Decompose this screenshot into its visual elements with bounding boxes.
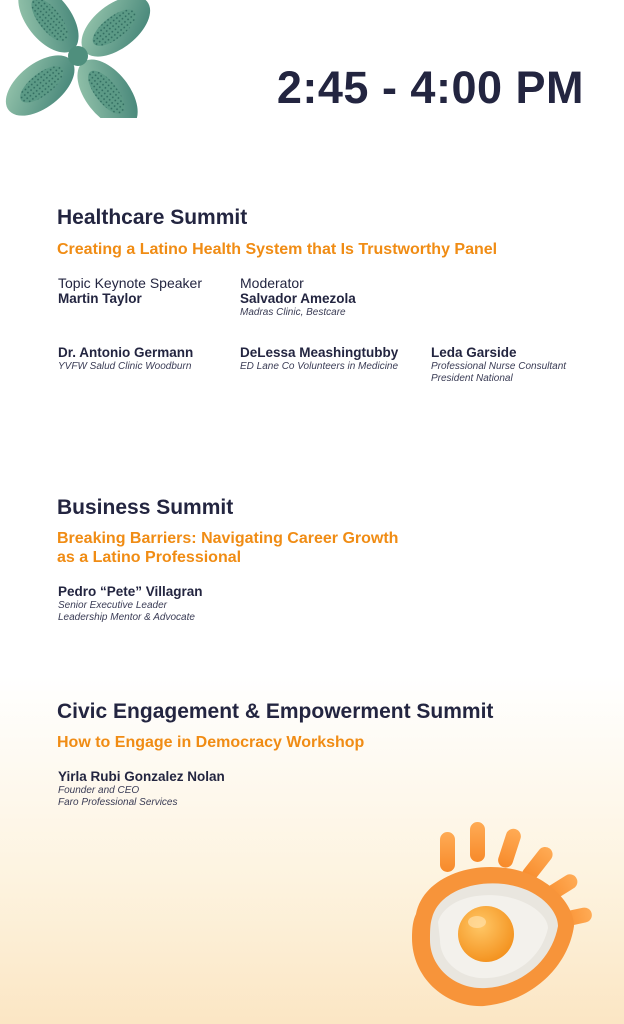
keynote-role-label: Topic Keynote Speaker (58, 275, 202, 291)
panelist-name: DeLessa Meashingtubby (240, 345, 399, 360)
panelist-block (58, 345, 193, 373)
civic-speaker-name: Yirla Rubi Gonzalez Nolan (58, 769, 225, 784)
session-title-line: Breaking Barriers: Navigating Career Growth (57, 530, 399, 547)
moderator-name: Salvador Amezola (240, 291, 356, 306)
time-range-title: 2:45 - 4:00 PM (276, 62, 584, 113)
keynote-speaker-name: Martin Taylor (58, 291, 142, 306)
panelist-block (240, 345, 398, 373)
panelist-name: Leda Garside (431, 345, 517, 360)
sunburst-eye-icon (398, 818, 608, 1014)
panelist-block (431, 345, 566, 384)
business-session-title (57, 529, 398, 567)
business-speaker-affiliation: Leadership Mentor & Advocate (58, 611, 195, 623)
healthcare-summit-title: Healthcare Summit (57, 206, 248, 229)
panelist-affiliation: YVFW Salud Clinic Woodburn (58, 361, 192, 372)
business-speaker-affiliation: Senior Executive Leader (58, 600, 167, 611)
moderator-block (240, 276, 356, 319)
civic-session-title: How to Engage in Democracy Workshop (57, 734, 365, 751)
civic-speaker-affiliation: Faro Professional Services (58, 796, 178, 808)
business-speaker-block (58, 584, 203, 623)
healthcare-session-title: Creating a Latino Health System that Is Trustworthy Panel (57, 241, 498, 258)
session-title-line: as a Latino Professional (57, 549, 242, 566)
panelist-name: Dr. Antonio Germann (58, 345, 194, 360)
business-summit-title: Business Summit (57, 496, 234, 519)
panelist-affiliation: President National (431, 372, 513, 384)
quatrefoil-flower-icon (0, 0, 170, 118)
moderator-role-label: Moderator (240, 275, 304, 291)
moderator-affiliation: Madras Clinic, Bestcare (240, 307, 346, 318)
panelist-affiliation: ED Lane Co Volunteers in Medicine (240, 361, 399, 372)
civic-summit-title: Civic Engagement & Empowerment Summit (57, 700, 494, 723)
civic-speaker-affiliation: Founder and CEO (58, 785, 140, 796)
business-speaker-name: Pedro “Pete” Villagran (58, 584, 203, 599)
civic-speaker-block (58, 769, 225, 808)
keynote-speaker-block (58, 276, 202, 307)
panelist-affiliation: Professional Nurse Consultant (431, 361, 567, 372)
